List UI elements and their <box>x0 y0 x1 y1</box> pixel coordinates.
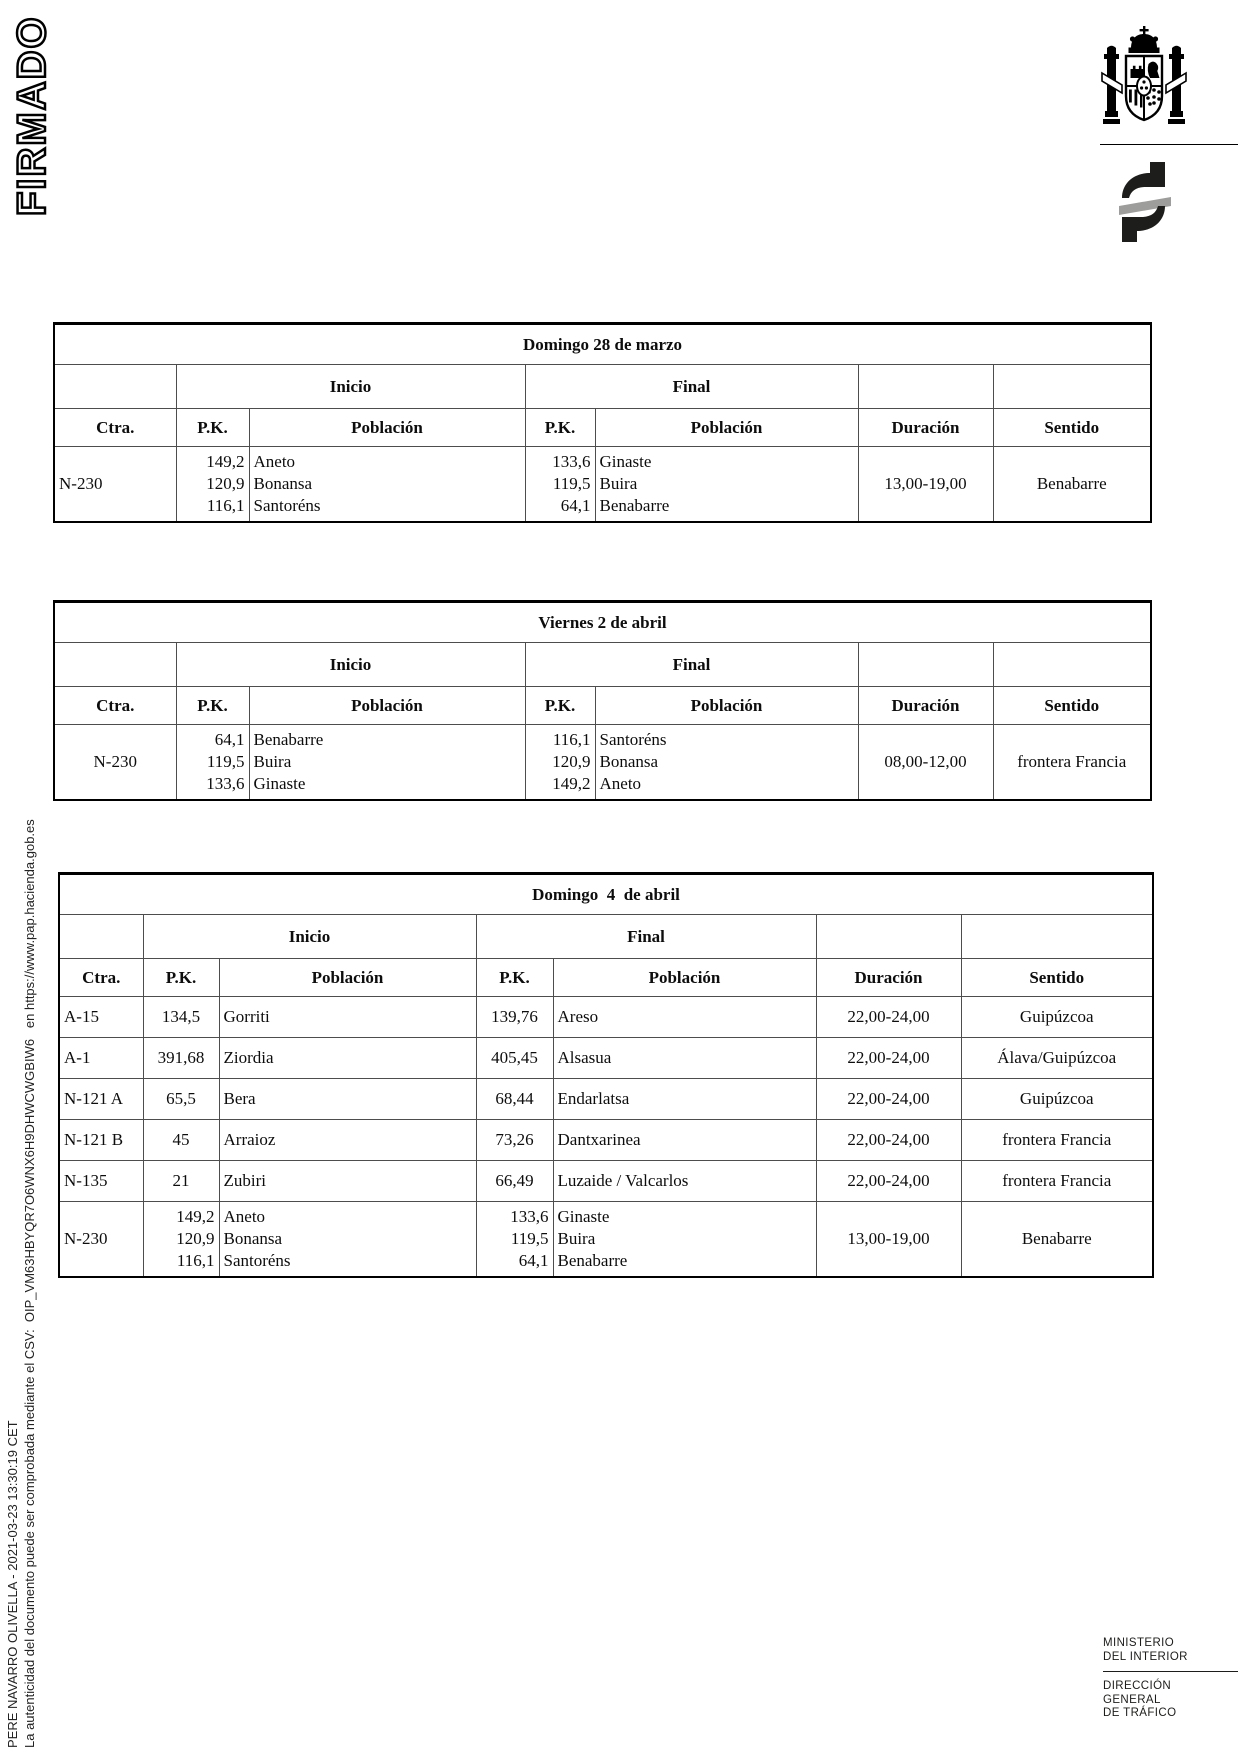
department-line: GENERAL <box>1103 1693 1161 1706</box>
cell-line: Benabarre <box>557 1251 628 1270</box>
cell-line: Endarlatsa <box>557 1089 630 1108</box>
poblacion-inicio-cell <box>219 1079 476 1120</box>
header-divider-line <box>1100 144 1238 145</box>
cell-line: 119,5 <box>510 1229 549 1248</box>
firmado-stamp: FIRMADO <box>10 15 54 216</box>
column-header: Sentido <box>993 409 1151 447</box>
cell-line: 149,2 <box>176 1207 215 1226</box>
sentido-cell: Benabarre <box>961 1202 1153 1278</box>
sentido-cell: Guipúzcoa <box>961 1079 1153 1120</box>
cell-line: Benabarre <box>599 496 670 515</box>
pk-inicio-cell <box>143 1120 219 1161</box>
cell-line: 21 <box>172 1171 190 1190</box>
cell-line: 45 <box>172 1130 190 1149</box>
group-spacer-cell <box>961 915 1153 959</box>
poblacion-inicio-cell <box>249 447 525 523</box>
column-header: Ctra. <box>54 409 176 447</box>
column-header: Población <box>219 959 476 997</box>
sentido-cell: Guipúzcoa <box>961 997 1153 1038</box>
restriction-row <box>54 447 1151 523</box>
restriction-row <box>54 725 1151 801</box>
ctra-cell: N-230 <box>54 725 176 801</box>
restriction-row <box>59 1120 1153 1161</box>
pk-inicio-cell <box>143 1202 219 1278</box>
cell-line: Alsasua <box>557 1048 612 1067</box>
cell-line: Ziordia <box>223 1048 274 1067</box>
cell-line: Benabarre <box>253 730 324 749</box>
cell-line: Luzaide / Valcarlos <box>557 1171 689 1190</box>
poblacion-final-cell <box>553 1161 816 1202</box>
pk-final-cell <box>476 1120 553 1161</box>
column-header: Sentido <box>993 687 1151 725</box>
cell-line: 64,1 <box>518 1251 549 1270</box>
poblacion-inicio-cell <box>249 725 525 801</box>
csv-verification-text: La autenticidad del documento puede ser comprobada mediante el CSV: OIP_VM63HBYQR7O6WNX6H9DHWCWGBIW6 en https://www.pap.hacienda.gob.es <box>22 819 37 1748</box>
group-spacer-cell <box>993 365 1151 409</box>
spain-coat-of-arms <box>1098 26 1190 139</box>
restriction-row <box>59 997 1153 1038</box>
ctra-cell: A-1 <box>59 1038 143 1079</box>
cell-line: 65,5 <box>166 1089 196 1108</box>
poblacion-final-cell <box>595 447 858 523</box>
cell-line: 133,6 <box>510 1207 549 1226</box>
cell-line: 116,1 <box>552 730 591 749</box>
ctra-cell: N-135 <box>59 1161 143 1202</box>
cell-line: Arraioz <box>223 1130 276 1149</box>
ctra-cell: N-121 A <box>59 1079 143 1120</box>
restriction-row <box>59 1079 1153 1120</box>
cell-line: 116,1 <box>176 1251 215 1270</box>
poblacion-inicio-cell <box>219 1161 476 1202</box>
spain-coat-of-arms-icon <box>1098 26 1190 134</box>
column-header: P.K. <box>176 687 249 725</box>
cell-line: 119,5 <box>206 752 245 771</box>
column-header: Población <box>249 687 525 725</box>
poblacion-inicio-cell <box>219 1202 476 1278</box>
group-header-inicio: Inicio <box>143 915 476 959</box>
sentido-cell: Álava/Guipúzcoa <box>961 1038 1153 1079</box>
cell-line: Santoréns <box>253 496 321 515</box>
pk-final-cell <box>476 997 553 1038</box>
group-spacer-cell <box>816 915 961 959</box>
cell-line: 68,44 <box>495 1089 534 1108</box>
cell-line: 73,26 <box>495 1130 534 1149</box>
cell-line: 120,9 <box>206 474 245 493</box>
cell-line: Areso <box>557 1007 599 1026</box>
pk-final-cell <box>476 1202 553 1278</box>
ministry-line: DEL INTERIOR <box>1103 1650 1188 1663</box>
pk-final-cell <box>525 447 595 523</box>
pk-inicio-cell <box>143 1161 219 1202</box>
duracion-cell: 22,00-24,00 <box>816 1120 961 1161</box>
cell-line: 120,9 <box>552 752 591 771</box>
department-line: DIRECCIÓN <box>1103 1680 1172 1692</box>
column-header: Ctra. <box>59 959 143 997</box>
cell-line: Buira <box>557 1229 596 1248</box>
poblacion-inicio-cell <box>219 1038 476 1079</box>
poblacion-final-cell <box>553 1202 816 1278</box>
cell-line: Buira <box>253 752 292 771</box>
group-spacer-cell <box>993 643 1151 687</box>
pk-final-cell <box>476 1038 553 1079</box>
cell-line: Buira <box>599 474 638 493</box>
cell-line: Aneto <box>223 1207 266 1226</box>
column-header: Sentido <box>961 959 1153 997</box>
cell-line: Santoréns <box>223 1251 291 1270</box>
ctra-cell: N-230 <box>54 447 176 523</box>
pk-inicio-cell <box>176 447 249 523</box>
cell-line: 405,45 <box>491 1048 538 1067</box>
poblacion-final-cell <box>553 1038 816 1079</box>
department-line: DE TRÁFICO <box>1103 1707 1177 1719</box>
table-title: Viernes 2 de abril <box>54 602 1151 643</box>
ministry-footer <box>1103 1637 1238 1721</box>
column-header: P.K. <box>525 409 595 447</box>
column-header: Duración <box>858 409 993 447</box>
group-spacer-cell <box>858 365 993 409</box>
column-header: Población <box>595 409 858 447</box>
duracion-cell: 22,00-24,00 <box>816 1038 961 1079</box>
column-header: Población <box>249 409 525 447</box>
group-spacer-cell <box>54 643 176 687</box>
poblacion-inicio-cell <box>219 997 476 1038</box>
pk-final-cell <box>525 725 595 801</box>
ctra-cell: N-230 <box>59 1202 143 1278</box>
duracion-cell: 22,00-24,00 <box>816 997 961 1038</box>
table-title: Domingo 28 de marzo <box>54 324 1151 365</box>
pk-inicio-cell <box>143 1079 219 1120</box>
traffic-restrictions-table <box>53 600 1152 801</box>
cell-line: Gorriti <box>223 1007 270 1026</box>
traffic-restrictions-table <box>53 322 1152 523</box>
restriction-row <box>59 1161 1153 1202</box>
dgt-logo-icon <box>1112 158 1178 246</box>
column-header: P.K. <box>176 409 249 447</box>
cell-line: Dantxarinea <box>557 1130 641 1149</box>
cell-line: 116,1 <box>206 496 245 515</box>
cell-line: 66,49 <box>495 1171 534 1190</box>
ctra-cell: N-121 B <box>59 1120 143 1161</box>
restriction-row <box>59 1202 1153 1278</box>
table-title: Domingo 4 de abril <box>59 874 1153 915</box>
duracion-cell: 22,00-24,00 <box>816 1161 961 1202</box>
cell-line: Bera <box>223 1089 256 1108</box>
group-header-final: Final <box>525 643 858 687</box>
poblacion-final-cell <box>595 725 858 801</box>
group-header-inicio: Inicio <box>176 643 525 687</box>
traffic-restrictions-table <box>58 872 1154 1278</box>
pk-inicio-cell <box>176 725 249 801</box>
signer-timestamp-text: PERE NAVARRO OLIVELLA - 2021-03-23 13:30:19 CET <box>5 1420 20 1748</box>
restriction-row <box>59 1038 1153 1079</box>
sentido-cell: frontera Francia <box>961 1120 1153 1161</box>
group-spacer-cell <box>54 365 176 409</box>
pk-final-cell <box>476 1161 553 1202</box>
group-header-final: Final <box>525 365 858 409</box>
group-spacer-cell <box>59 915 143 959</box>
cell-line: Aneto <box>253 452 296 471</box>
sentido-cell: Benabarre <box>993 447 1151 523</box>
cell-line: 134,5 <box>161 1007 201 1026</box>
group-header-inicio: Inicio <box>176 365 525 409</box>
group-spacer-cell <box>858 643 993 687</box>
cell-line: 120,9 <box>176 1229 215 1248</box>
sentido-cell: frontera Francia <box>993 725 1151 801</box>
cell-line: Bonansa <box>599 752 659 771</box>
group-header-final: Final <box>476 915 816 959</box>
poblacion-final-cell <box>553 997 816 1038</box>
column-header: Ctra. <box>54 687 176 725</box>
cell-line: Ginaste <box>557 1207 610 1226</box>
poblacion-inicio-cell <box>219 1120 476 1161</box>
poblacion-final-cell <box>553 1079 816 1120</box>
duracion-cell: 22,00-24,00 <box>816 1079 961 1120</box>
sentido-cell: frontera Francia <box>961 1161 1153 1202</box>
column-header: P.K. <box>525 687 595 725</box>
duracion-cell: 13,00-19,00 <box>858 447 993 523</box>
cell-line: Ginaste <box>253 774 306 793</box>
cell-line: Aneto <box>599 774 642 793</box>
cell-line: Bonansa <box>253 474 313 493</box>
cell-line: 64,1 <box>214 730 245 749</box>
cell-line: 119,5 <box>552 474 591 493</box>
column-header: P.K. <box>476 959 553 997</box>
duracion-cell: 13,00-19,00 <box>816 1202 961 1278</box>
ministry-line: MINISTERIO <box>1103 1637 1175 1649</box>
duracion-cell: 08,00-12,00 <box>858 725 993 801</box>
cell-line: 149,2 <box>552 774 591 793</box>
cell-line: Bonansa <box>223 1229 283 1248</box>
column-header: Población <box>595 687 858 725</box>
cell-line: 391,68 <box>157 1048 205 1067</box>
cell-line: 64,1 <box>560 496 591 515</box>
column-header: Duración <box>816 959 961 997</box>
cell-line: 149,2 <box>206 452 245 471</box>
cell-line: Zubiri <box>223 1171 266 1190</box>
pk-inicio-cell <box>143 997 219 1038</box>
pk-final-cell <box>476 1079 553 1120</box>
column-header: Población <box>553 959 816 997</box>
cell-line: Ginaste <box>599 452 652 471</box>
pk-inicio-cell <box>143 1038 219 1079</box>
column-header: Duración <box>858 687 993 725</box>
footer-divider-line <box>1103 1671 1238 1672</box>
cell-line: 133,6 <box>206 774 245 793</box>
cell-line: Santoréns <box>599 730 667 749</box>
poblacion-final-cell <box>553 1120 816 1161</box>
dgt-logo <box>1112 158 1178 251</box>
ctra-cell: A-15 <box>59 997 143 1038</box>
cell-line: 133,6 <box>552 452 591 471</box>
cell-line: 139,76 <box>491 1007 538 1026</box>
column-header: P.K. <box>143 959 219 997</box>
